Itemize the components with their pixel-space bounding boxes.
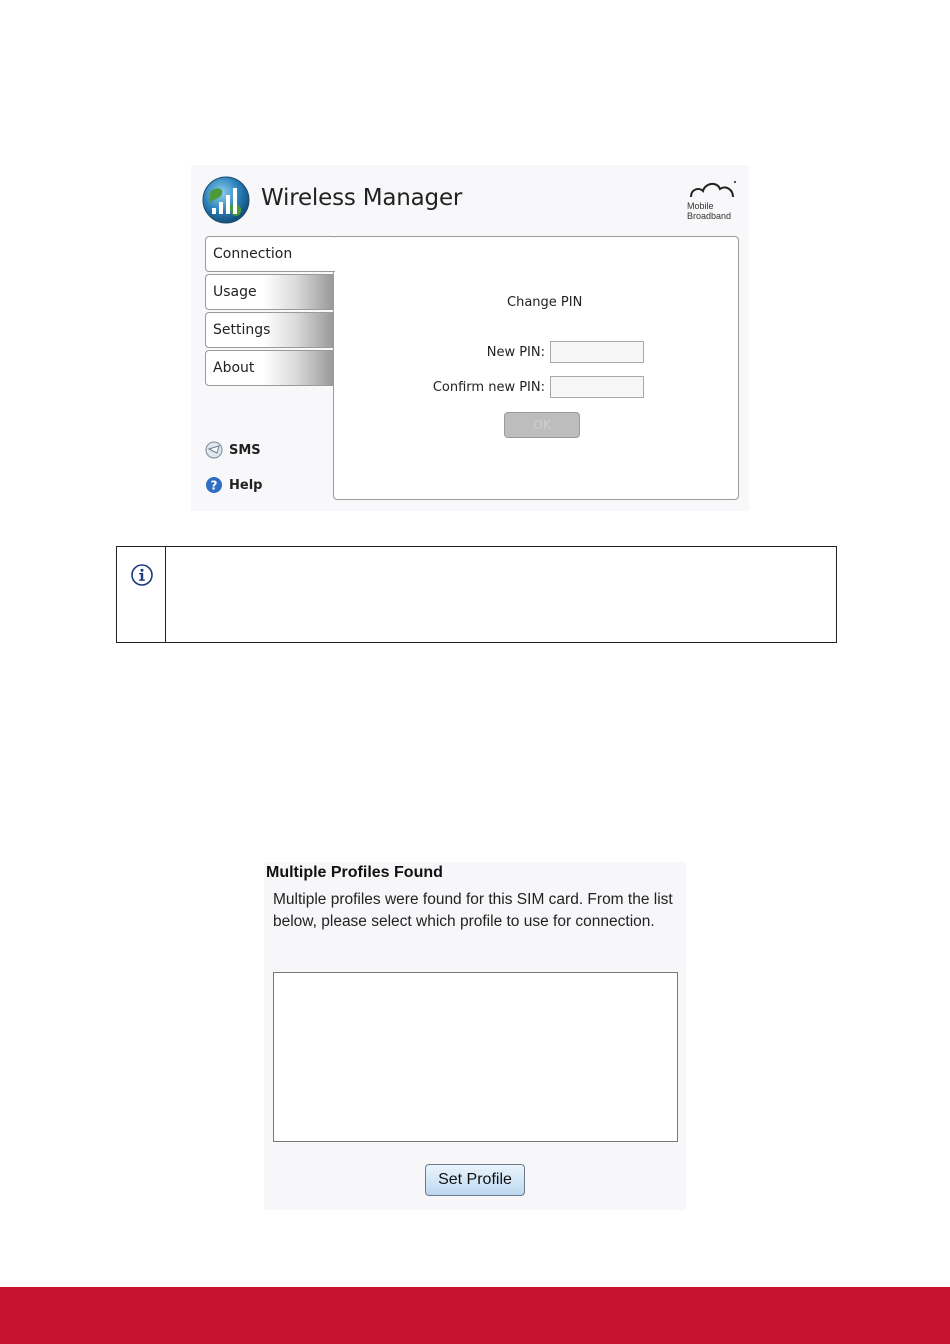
help-link[interactable] (205, 476, 262, 494)
cloud-icon (687, 179, 739, 201)
wireless-manager-window (191, 165, 749, 511)
dialog-title: Multiple Profiles Found (266, 864, 443, 881)
content-panel (333, 236, 739, 500)
tab-settings[interactable]: Settings (205, 312, 333, 348)
ok-button[interactable]: OK (504, 412, 580, 438)
mobile-broadband-text: Mobile Broadband (687, 201, 732, 221)
help-label: Help (229, 477, 263, 493)
multiple-profiles-dialog (264, 862, 686, 1210)
note-divider (165, 547, 166, 642)
sms-icon (205, 441, 223, 459)
tab-usage[interactable]: Usage (205, 274, 333, 310)
set-profile-button[interactable]: Set Profile (425, 1164, 525, 1196)
dialog-description: Multiple profiles were found for this SIM card. From the list below, please select which profile to use for connection. (273, 891, 673, 930)
info-icon (130, 563, 154, 587)
confirm-pin-input[interactable] (550, 376, 644, 398)
globe-signal-icon (202, 176, 250, 224)
tab-connection[interactable]: Connection (205, 236, 335, 272)
confirm-pin-label: Confirm new PIN: (432, 380, 545, 395)
new-pin-input[interactable] (550, 341, 644, 363)
app-title: Wireless Manager (261, 185, 463, 211)
tab-about[interactable]: About (205, 350, 333, 386)
profile-list[interactable] (273, 972, 678, 1142)
change-pin-heading: Change PIN (507, 295, 583, 310)
sms-label: SMS (229, 442, 261, 458)
sms-link[interactable] (205, 441, 261, 459)
svg-text:?: ? (210, 478, 218, 493)
mobile-broadband-logo (687, 179, 739, 223)
help-icon (205, 476, 223, 494)
note-box (116, 546, 837, 643)
new-pin-label: New PIN: (486, 345, 545, 360)
footer-bar (0, 1287, 950, 1344)
